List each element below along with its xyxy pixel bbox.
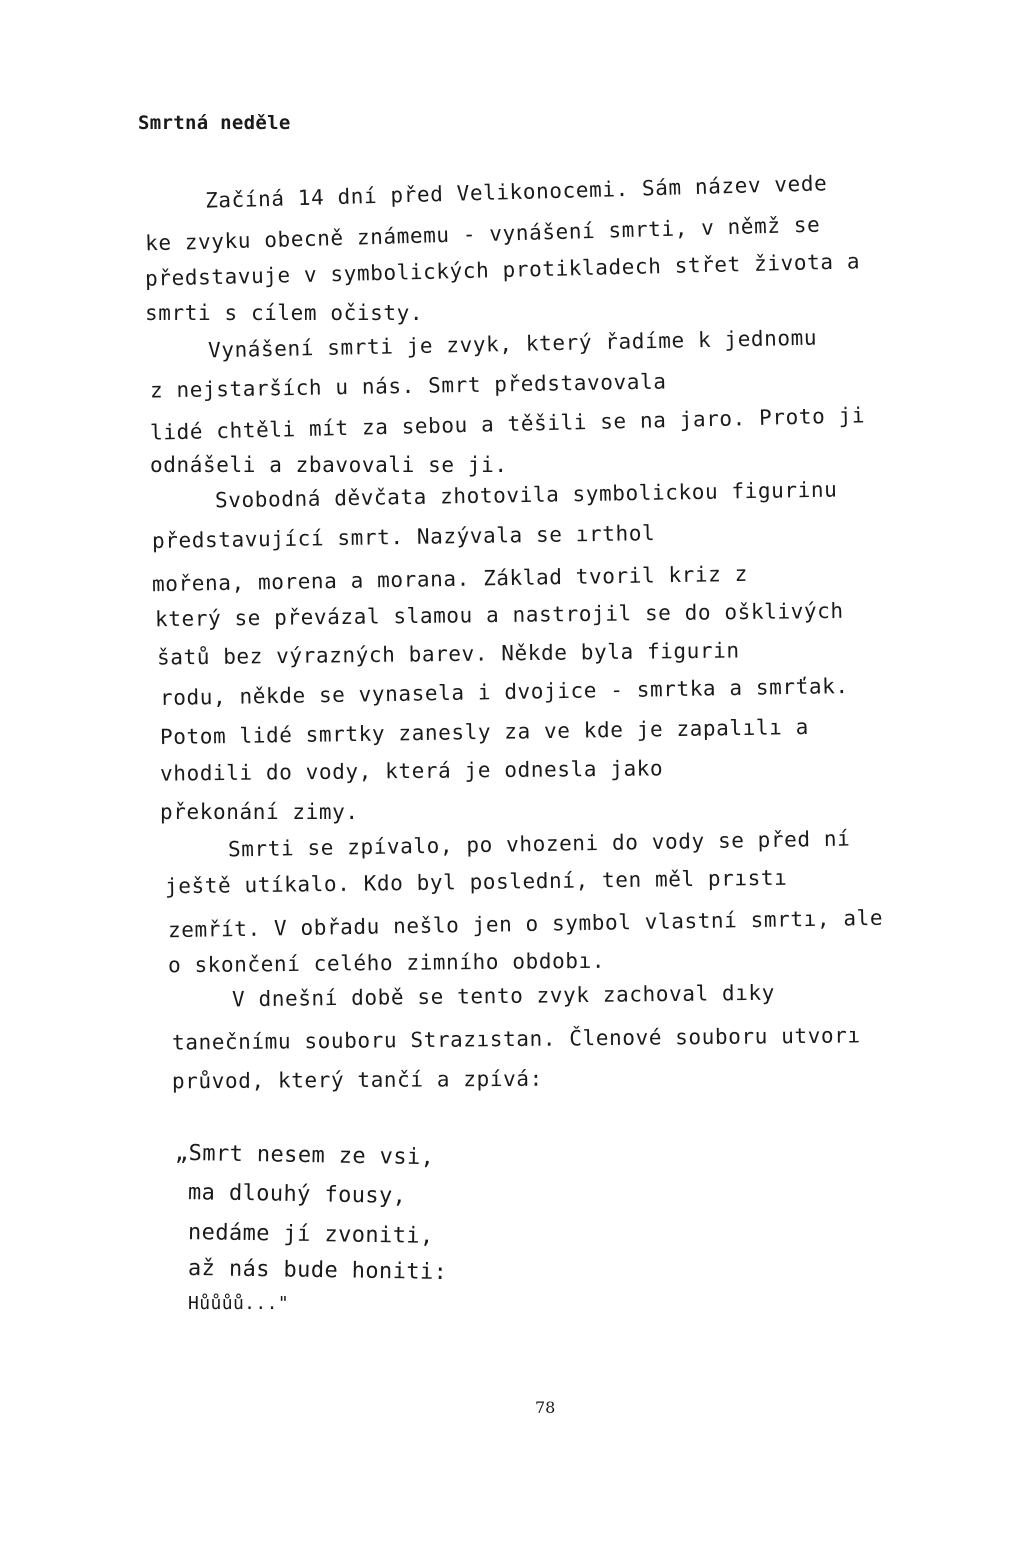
text-line: který se převázal slamou a nastrojil se do ošklivých (154, 598, 844, 632)
text-line: Svobodná děvčata zhotovila symbolickou figurinu (214, 477, 838, 513)
text-line: představuje v symbolických protikladech střet života a (144, 249, 861, 291)
text-line: o skončení celého zimního obdobı. (167, 948, 606, 978)
text-line: Potom lidé smrtky zanesly za ve kde je zapalılı a (159, 714, 810, 750)
text-line: šatů bez výrazných barev. Někde byla figurin (156, 638, 740, 670)
text-line: představující smrt. Nazývala se ırthol (151, 521, 656, 553)
page-title: Smrtná neděle (138, 112, 291, 134)
text-line: mořena, morena a morana. Základ tvoril kriz z (151, 561, 749, 597)
text-line: tanečnímu souboru Strazıstan. Členové souboru utvorı (171, 1023, 861, 1055)
text-line: ještě utíkalo. Kdo byl poslední, ten měl prıstı (164, 865, 788, 899)
verse-line: Hůůůů..." (188, 1293, 290, 1314)
text-line: lidé chtěli mít za sebou a těšili se na jaro. Proto ji (149, 403, 866, 445)
text-line: Smrti se zpívalo, po vhozeni do vody se před ní (227, 826, 851, 862)
text-line: odnášeli a zbavovali se ji. (150, 453, 508, 477)
text-line: zemřít. V obřadu nešlo jen o symbol vlastní smrtı, ale (167, 905, 884, 943)
text-line: z nejstarších u nás. Smrt představovala (149, 369, 667, 403)
text-line: rodu, někde se vynasela i dvojice - smrtka a smrťak. (159, 673, 849, 711)
text-line: Vynášení smrti je zvyk, který řadíme k jednomu (207, 325, 818, 363)
text-line: překonání zimy. (160, 800, 359, 824)
verse-line: „Smrt nesem ze vsi, (174, 1140, 435, 1171)
text-line: Začíná 14 dní před Velikonocemi. Sám název vede (204, 171, 828, 213)
text-line: V dnešní době se tento zvyk zachoval dıky (231, 980, 776, 1012)
verse-line: ma dlouhý fousy, (187, 1180, 407, 1209)
text-line: průvod, který tančí a zpívá: (171, 1066, 543, 1094)
page-number: 78 (535, 1398, 556, 1417)
text-line: ke zvyku obecně známemu - vynášení smrti, v němž se (144, 212, 821, 256)
verse-line: nedáme jí zvoniti, (187, 1220, 434, 1249)
text-line: smrti s cílem očisty. (145, 301, 424, 325)
text-line: vhodili do vody, která je odnesla jako (159, 756, 664, 786)
verse-line: až nás bude honiti: (187, 1255, 448, 1286)
